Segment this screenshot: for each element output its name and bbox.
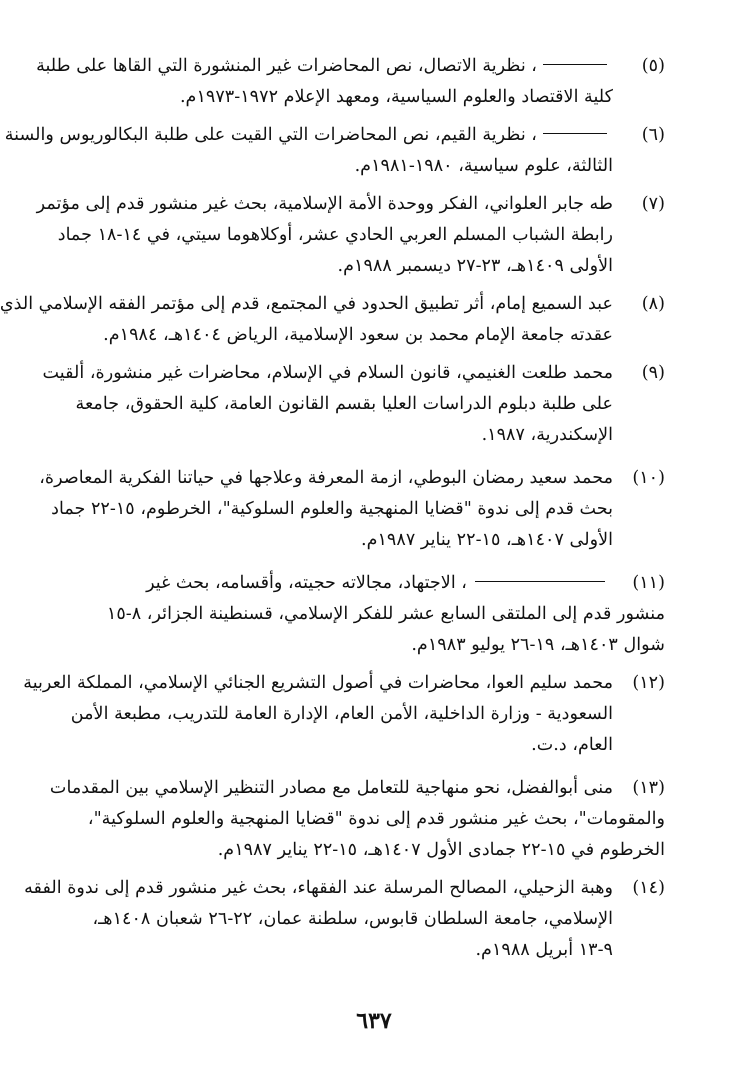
- reference-item-7: [36, 189, 665, 282]
- reference-line: وهبة الزحيلي، المصالح المرسلة عند الفقهاء، بحث غير منشور قدم إلى ندوة الفقه: [24, 878, 613, 898]
- reference-line: السعودية - وزارة الداخلية، الأمن العام، الإدارة العامة للتدريب، مطبعة الأمن: [70, 704, 613, 724]
- reference-line: الإسلامي، جامعة السلطان قابوس، سلطنة عمان، ٢٢-٢٦ شعبان ١٤٠٨هـ،: [92, 909, 613, 929]
- reference-item-11: [81, 568, 665, 661]
- author-repeat-blank: [543, 133, 607, 134]
- reference-number: (١١): [632, 573, 665, 593]
- reference-line: الإسكندرية، ١٩٨٧.: [481, 425, 613, 445]
- reference-line: ، الاجتهاد، مجالاته حجيته، وأقسامه، بحث غير: [146, 573, 467, 593]
- reference-line: كلية الاقتصاد والعلوم السياسية، ومعهد الإعلام ١٩٧٢-١٩٧٣م.: [179, 87, 613, 107]
- reference-line: محمد سليم العوا، محاضرات في أصول التشريع الجنائي الإسلامي، المملكة العربية: [23, 673, 613, 693]
- reference-line: بحث قدم إلى ندوة "قضايا المنهجية والعلوم السلوكية"، الخرطوم، ١٥-٢٢ جماد: [51, 499, 613, 519]
- author-repeat-blank: [475, 581, 605, 582]
- reference-item-12: [23, 668, 665, 761]
- reference-line: منى أبوالفضل، نحو منهاجية للتعامل مع مصادر التنظير الإسلامي بين المقدمات: [49, 778, 613, 798]
- reference-line: على طلبة دبلوم الدراسات العليا بقسم القانون العامة، كلية الحقوق، جامعة: [75, 394, 613, 414]
- reference-item-6: [4, 120, 665, 182]
- reference-number: (٦): [641, 125, 665, 145]
- reference-line: الأولى ١٤٠٧هـ، ١٥-٢٢ يناير ١٩٨٧م.: [360, 530, 613, 550]
- reference-line: محمد طلعت الغنيمي، قانون السلام في الإسلام، محاضرات غير منشورة، ألقيت: [42, 363, 613, 383]
- reference-item-13: [49, 773, 665, 866]
- reference-line: ، نظرية الاتصال، نص المحاضرات غير المنشورة التي القاها على طلبة: [36, 56, 537, 76]
- reference-line: رابطة الشباب المسلم العربي الحادي عشر، أوكلاهوما سيتي، في ١٤-١٨ جماد: [57, 225, 613, 245]
- page-number: ٦٣٧: [356, 1008, 392, 1034]
- reference-number: (١٤): [632, 878, 665, 898]
- reference-item-5: [36, 51, 665, 113]
- reference-item-14: [24, 873, 665, 966]
- reference-line: ، نظرية القيم، نص المحاضرات التي القيت على طلبة البكالوريوس والسنة: [4, 125, 537, 145]
- reference-list: [0, 51, 665, 966]
- reference-item-10: [39, 463, 665, 556]
- reference-line: شوال ١٤٠٣هـ، ١٩-٢٦ يوليو ١٩٨٣م.: [411, 635, 665, 655]
- reference-line: ٩-١٣ أبريل ١٩٨٨م.: [475, 940, 613, 960]
- reference-line: طه جابر العلواني، الفكر ووحدة الأمة الإسلامية، بحث غير منشور قدم إلى مؤتمر: [36, 194, 613, 214]
- reference-item-9: [42, 358, 665, 451]
- reference-line: محمد سعيد رمضان البوطي، ازمة المعرفة وعلاجها في حياتنا الفكرية المعاصرة،: [39, 468, 613, 488]
- reference-item-8: [0, 289, 665, 351]
- reference-number: (٥): [641, 56, 665, 76]
- reference-line: الأولى ١٤٠٩هـ، ٢٣-٢٧ ديسمبر ١٩٨٨م.: [337, 256, 613, 276]
- reference-number: (٩): [641, 363, 665, 383]
- reference-line: والمقومات"، بحث غير منشور قدم إلى ندوة "قضايا المنهجية والعلوم السلوكية"،: [87, 809, 665, 829]
- reference-line: عبد السميع إمام، أثر تطبيق الحدود في المجتمع، قدم إلى مؤتمر الفقه الإسلامي الذي: [0, 294, 613, 314]
- reference-number: (١٠): [632, 468, 665, 488]
- reference-number: (٨): [641, 294, 665, 314]
- reference-number: (١٢): [632, 673, 665, 693]
- reference-line: منشور قدم إلى الملتقى السابع عشر للفكر الإسلامي، قسنطينة الجزائر، ٨-١٥: [106, 604, 665, 624]
- reference-number: (١٣): [632, 778, 665, 798]
- reference-line: عقدته جامعة الإمام محمد بن سعود الإسلامية، الرياض ١٤٠٤هـ، ١٩٨٤م.: [103, 325, 613, 345]
- reference-number: (٧): [641, 194, 665, 214]
- reference-line: الخرطوم في ١٥-٢٢ جمادى الأول ١٤٠٧هـ، ١٥-٢٢ يناير ١٩٨٧م.: [217, 840, 665, 860]
- reference-line: العام، د.ت.: [531, 735, 613, 755]
- reference-line: الثالثة، علوم سياسية، ١٩٨٠-١٩٨١م.: [354, 156, 613, 176]
- author-repeat-blank: [543, 64, 607, 65]
